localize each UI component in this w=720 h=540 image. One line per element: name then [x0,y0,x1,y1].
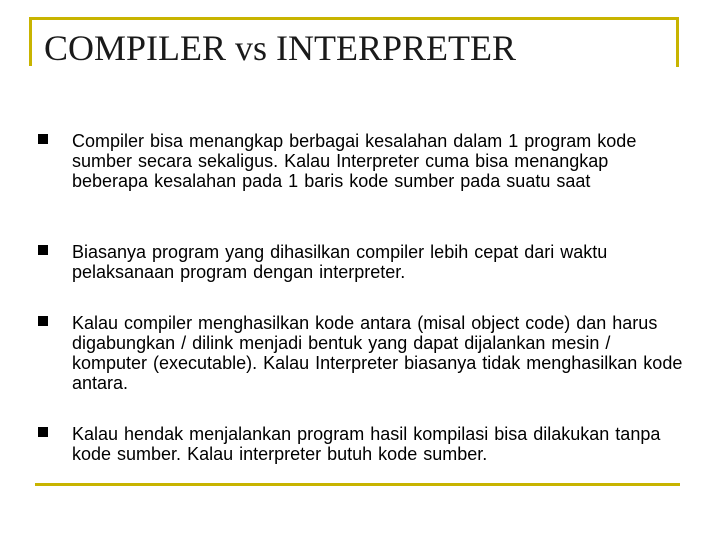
bottom-rule [35,483,680,486]
square-bullet-icon [38,134,48,144]
bullet-text: Kalau compiler menghasilkan kode antara (misal object code) dan harus digabungkan / dilink menjadi bentuk yang dapat dijalankan mesin / komputer (executable). Kalau Interpreter biasanya tidak menghasilkan kode antara. [72,313,683,393]
square-bullet-icon [38,316,48,326]
bullet-text: Biasanya program yang dihasilkan compiler lebih cepat dari waktu pelaksanaan program dengan interpreter. [72,242,608,282]
bullet-text: Compiler bisa menangkap berbagai kesalahan dalam 1 program kode sumber secara sekaligus. Kalau Interpreter cuma bisa menangkap beberapa kesalahan pada 1 baris kode sumber pada suatu saat [72,131,637,191]
bullet-text: Kalau hendak menjalankan program hasil kompilasi bisa dilakukan tanpa kode sumber. Kalau interpreter butuh kode sumber. [72,424,661,464]
square-bullet-icon [38,427,48,437]
slide-title: COMPILER vs INTERPRETER [44,28,517,68]
square-bullet-icon [38,245,48,255]
